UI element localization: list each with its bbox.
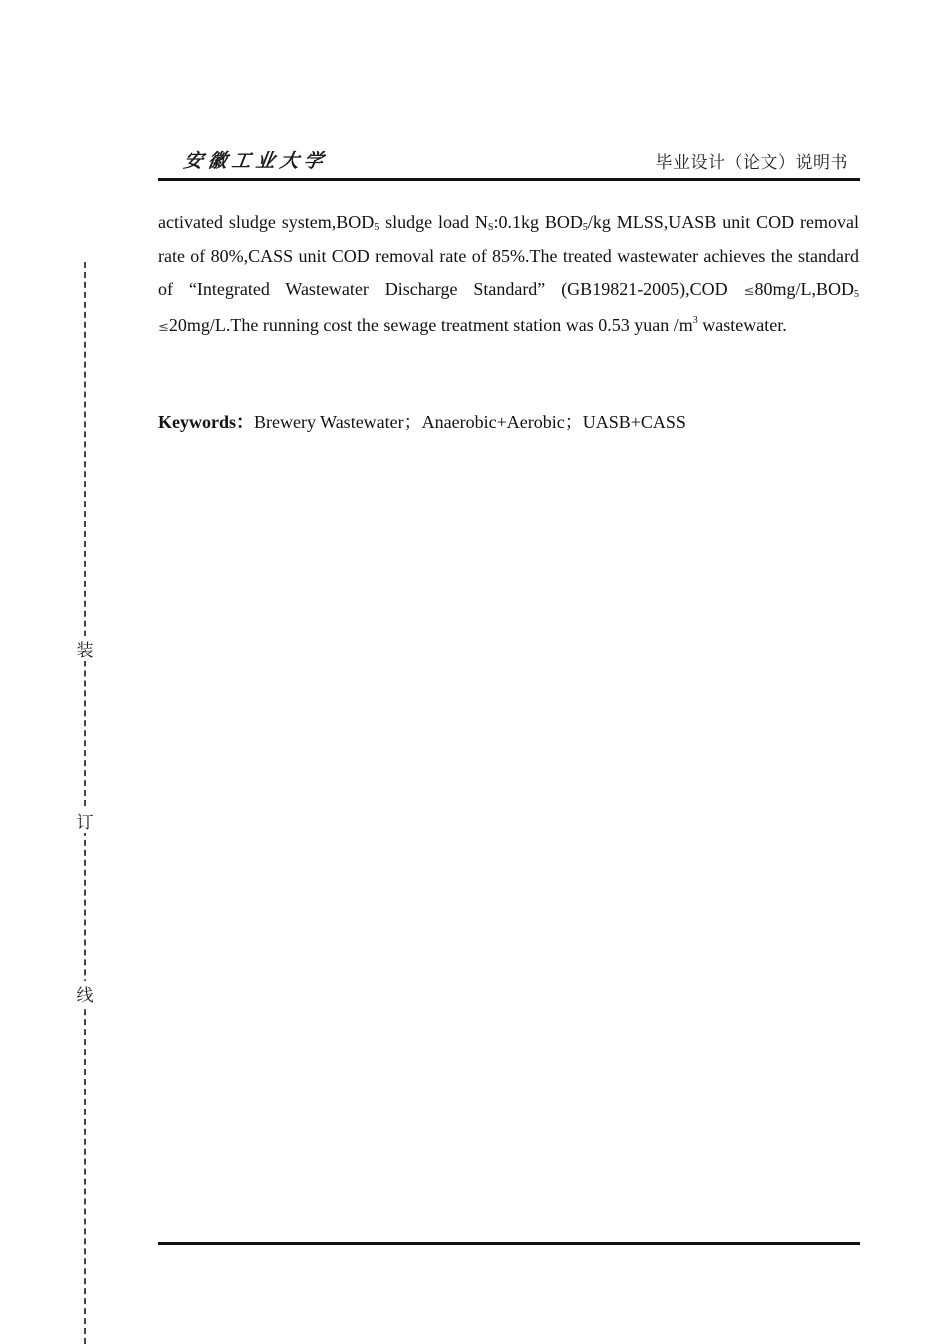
text-run: sludge load N [379, 212, 488, 232]
text-run: :0.1kg BOD [493, 212, 583, 232]
keywords-value: Brewery Wastewater；Anaerobic+Aerobic；UASB+CASS [254, 412, 686, 432]
binding-dashed-line [84, 262, 86, 1344]
abstract-paragraph [158, 206, 859, 344]
text-run: wastewater. [697, 314, 787, 335]
binding-char-xian: 线 [74, 981, 96, 1006]
subscript: 5 [854, 289, 859, 300]
header-rule [158, 178, 860, 181]
text-run: activated sludge system,BOD [158, 212, 375, 232]
subscript: S [487, 222, 494, 233]
less-equal-symbol: ≤ [158, 319, 169, 335]
superscript: 3 [692, 314, 698, 326]
text-run: /kg MLSS,UASB unit COD removal rate of 80%,CASS unit COD removal rate of 85%.The treated wastewater achieves the standard of “Integrated Wastewater Discharge Standard” (GB19821-2005),COD [158, 212, 859, 299]
subscript: 5 [582, 222, 588, 233]
binding-char-ding: 订 [74, 808, 96, 833]
document-type: 毕业设计（论文）说明书 [655, 153, 848, 173]
university-logo-text: 安徽工业大学 [182, 150, 330, 172]
keywords-line [158, 406, 859, 439]
less-equal-symbol: ≤ [743, 284, 755, 299]
text-run: 20mg/L.The running cost the sewage treatment station was 0.53 yuan /m [168, 314, 693, 335]
page-header [158, 140, 860, 180]
binding-char-zhuang: 装 [74, 636, 96, 661]
keywords-label: Keywords： [158, 412, 254, 432]
footer-rule [158, 1242, 860, 1245]
text-run: 80mg/L,BOD [754, 279, 854, 299]
subscript: 5 [374, 222, 380, 233]
